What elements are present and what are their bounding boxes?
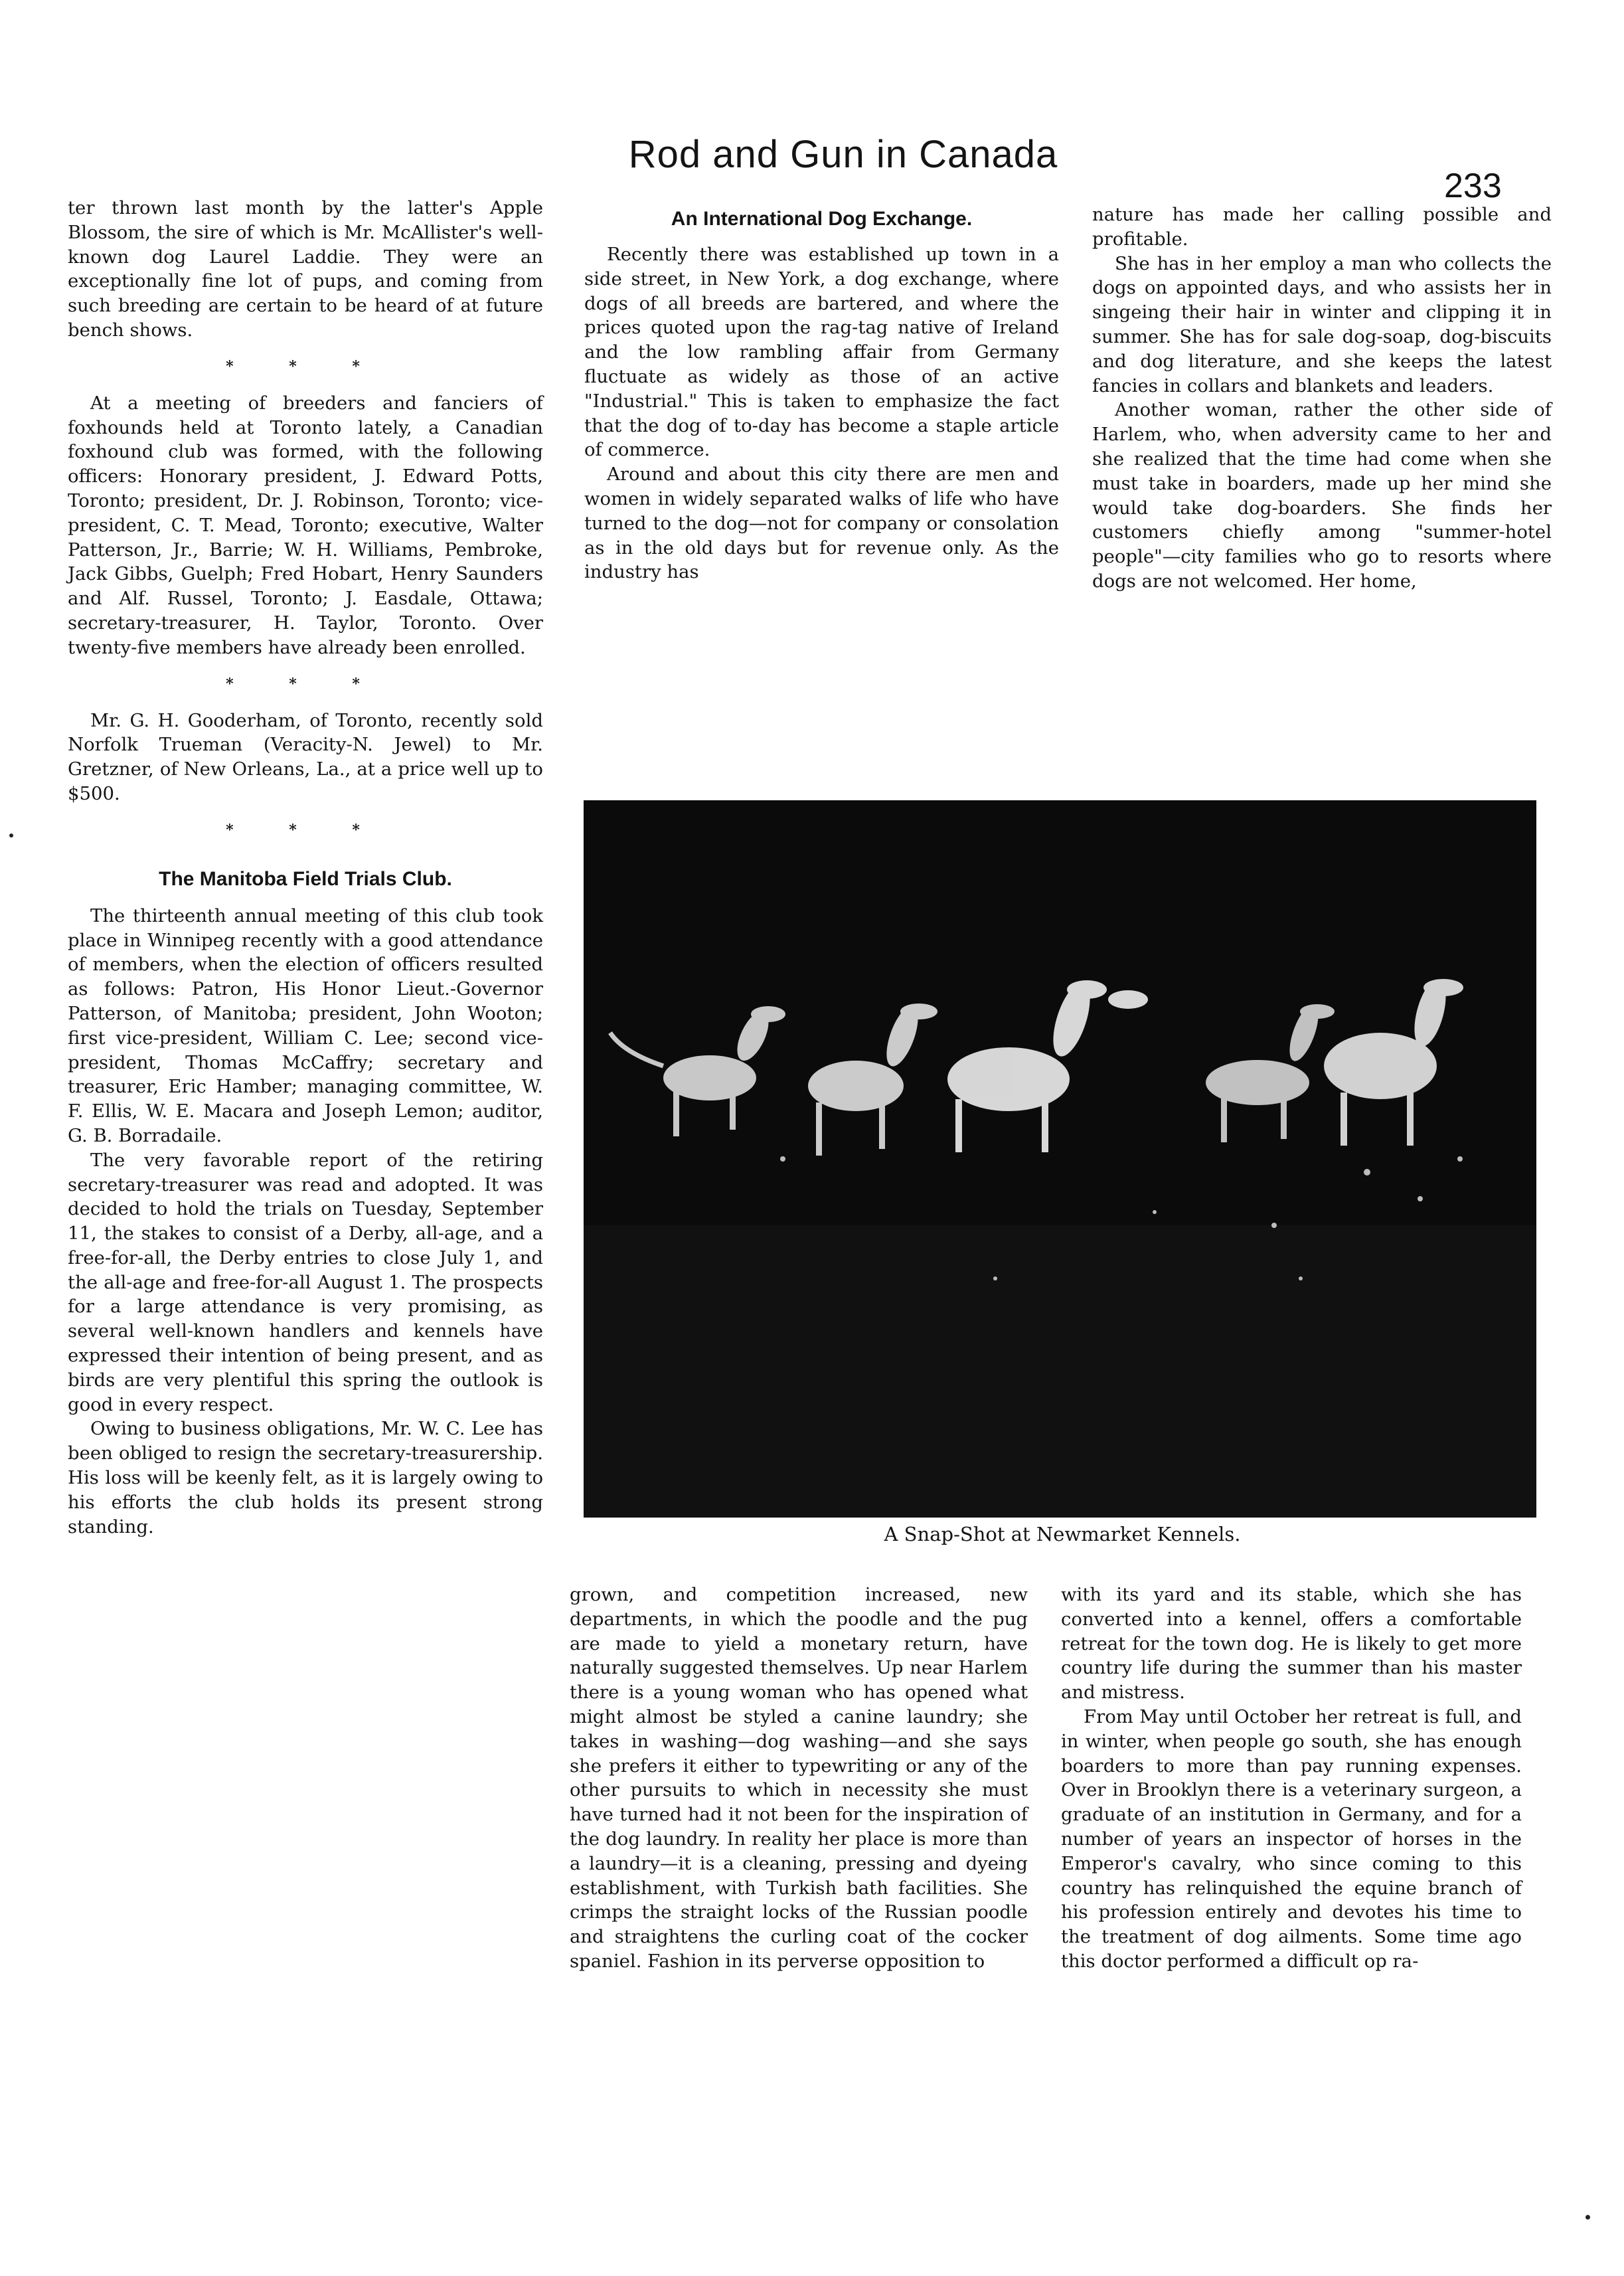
print-speck <box>1585 2215 1590 2220</box>
column-2-bottom <box>570 1583 1028 1974</box>
section-separator: * * * <box>226 675 385 693</box>
photo-caption: A Snap-Shot at Newmarket Kennels. <box>884 1523 1241 1545</box>
page-number: 233 <box>1444 167 1502 205</box>
article-heading: The Manitoba Field Trials Club. <box>159 867 452 890</box>
article-paragraph: Mr. G. H. Gooderham, of Toronto, recently sold Norfolk Trueman (Veracity-N. Jewel) to Mr. Gretzner, of New Orleans, La., at a price well up to $500. <box>68 709 543 804</box>
article-paragraph: At a meeting of breeders and fanciers of foxhounds held at Toronto lately, a Canadian foxhound club was formed, with the following officers: Honorary president, J. Edward Potts, Toronto; president, Dr. J. Robinson, Toronto; vice-president, C. T. Mead, Toronto; executive, Walter Patterson, Jr., Barrie; W. H. Williams, Pembroke, Jack Gibbs, Guelph; Fred Hobart, Henry Saunders and Alf. Russel, Toronto; J. Easdale, Ottawa; secretary-treasurer, H. Taylor, Toronto. Over twenty-five members have already been enrolled. <box>68 392 543 658</box>
article-paragraph: Another woman, rather the other side of Harlem, who, when adversity came to her and she realized that the time had come when she must take in boarders, made up her mind she would take dog-boarders. She finds her customers chiefly among "summer-hotel people"—city families who go to resorts where dogs are not welcomed. Her home, <box>1092 399 1552 592</box>
column-3-bottom <box>1061 1583 1522 1974</box>
dogs-image <box>584 800 1536 1518</box>
article-paragraph: The thirteenth annual meeting of this club took place in Winnipeg recently with a good attendance of members, when the election of officers resulted as follows: Patron, His Honor Lieut.-Governor Patterson, of Manitoba; president, John Wooton; first vice-president, William C. Lee; second vice-president, Thomas McCaffry; secretary and treasurer, Eric Hamber; managing committee, W. F. Ellis, W. E. Macara and Joseph Lemon; auditor, G. B. Borradaile. <box>68 905 543 1146</box>
article-paragraph: grown, and competition increased, new departments, in which the poodle and the pug are made to yield a monetary return, have naturally suggested themselves. Up near Harlem there is a young woman who has opened what might almost be styled a canine laundry; she takes in washing—dog washing—and she says she prefers it either to typewriting or any of the other pursuits to which in necessity she must have turned had it not been for the inspiration of the dog laundry. In reality her place is more than a laundry—it is a cleaning, pressing and dyeing establishment, with Turkish bath facilities. She crimps the straight locks of the Russian poodle and straightens the curling coat of the cocker spaniel. Fashion in its perverse opposition to <box>570 1584 1028 1972</box>
kennel-photograph <box>584 800 1536 1518</box>
column-2-top <box>584 203 1059 584</box>
column-3-top <box>1092 203 1552 594</box>
article-paragraph: Owing to business obligations, Mr. W. C. Lee has been obliged to resign the secretary-treasurership. His loss will be keenly felt, as it is largely owing to his efforts the club holds its present strong standing. <box>68 1418 543 1537</box>
article-paragraph: She has in her employ a man who collects the dogs on appointed days, and who assists her in singeing their hair in winter and clipping it in summer. She has for sale dog-soap, dog-biscuits and dog literature, and she keeps the latest fancies in collars and blankets and leaders. <box>1092 252 1552 396</box>
section-separator: * * * <box>226 357 385 375</box>
article-paragraph: nature has made her calling possible and profitable. <box>1092 204 1552 250</box>
column-1 <box>68 196 543 1539</box>
article-paragraph: Around and about this city there are men and women in widely separated walks of life who have turned to the dog—not for company or consolation as in the old days but for revenue only. As the industry has <box>584 464 1059 583</box>
article-paragraph: The very favorable report of the retiring secretary-treasurer was read and adopted. It was decided to hold the trials on Tuesday, September 11, the stakes to consist of a Derby, all-age, and a free-for-all, the Derby entries to close July 1, and the all-age and free-for-all August 1. The prospects for a large attendance is very promising, as several well-known handlers and kennels have expressed their intention of being present, and as birds are very plentiful this spring the outlook is good in every respect. <box>68 1149 543 1415</box>
article-heading: An International Dog Exchange. <box>671 208 973 230</box>
print-speck <box>9 833 13 837</box>
article-paragraph: ter thrown last month by the latter's Apple Blossom, the sire of which is Mr. McAllister's well-known dog Laurel Laddie. They were an exceptionally fine lot of pups, and coming from such breeding are certain to be heard of at future bench shows. <box>68 197 543 341</box>
article-paragraph: Recently there was established up town in a side street, in New York, a dog exchange, where dogs of all breeds are bartered, and where the prices quoted upon the rag-tag native of Ireland and the low rambling affair from Germany fluctuate as widely as those of an active "Industrial." This is taken to emphasize the fact that the dog of to-day has become a staple article of commerce. <box>584 244 1059 461</box>
article-paragraph: with its yard and its stable, which she has converted into a kennel, offers a comfortable retreat for the town dog. He is likely to get more country life during the summer than his master and mistress. <box>1061 1584 1522 1704</box>
section-separator: * * * <box>226 821 385 839</box>
running-head: Rod and Gun in Canada <box>628 133 1058 176</box>
article-paragraph: From May until October her retreat is full, and in winter, when people go south, she has enough boarders to more than pay running expenses. Over in Brooklyn there is a veterinary surgeon, a graduate of an institution in Germany, and for a number of years an inspector of horses in the Emperor's cavalry, who since coming to this country has relinquished the equine branch of his profession entirely and devotes his time to the treatment of dog ailments. Some time ago this doctor performed a difficult op ra- <box>1061 1706 1522 1972</box>
